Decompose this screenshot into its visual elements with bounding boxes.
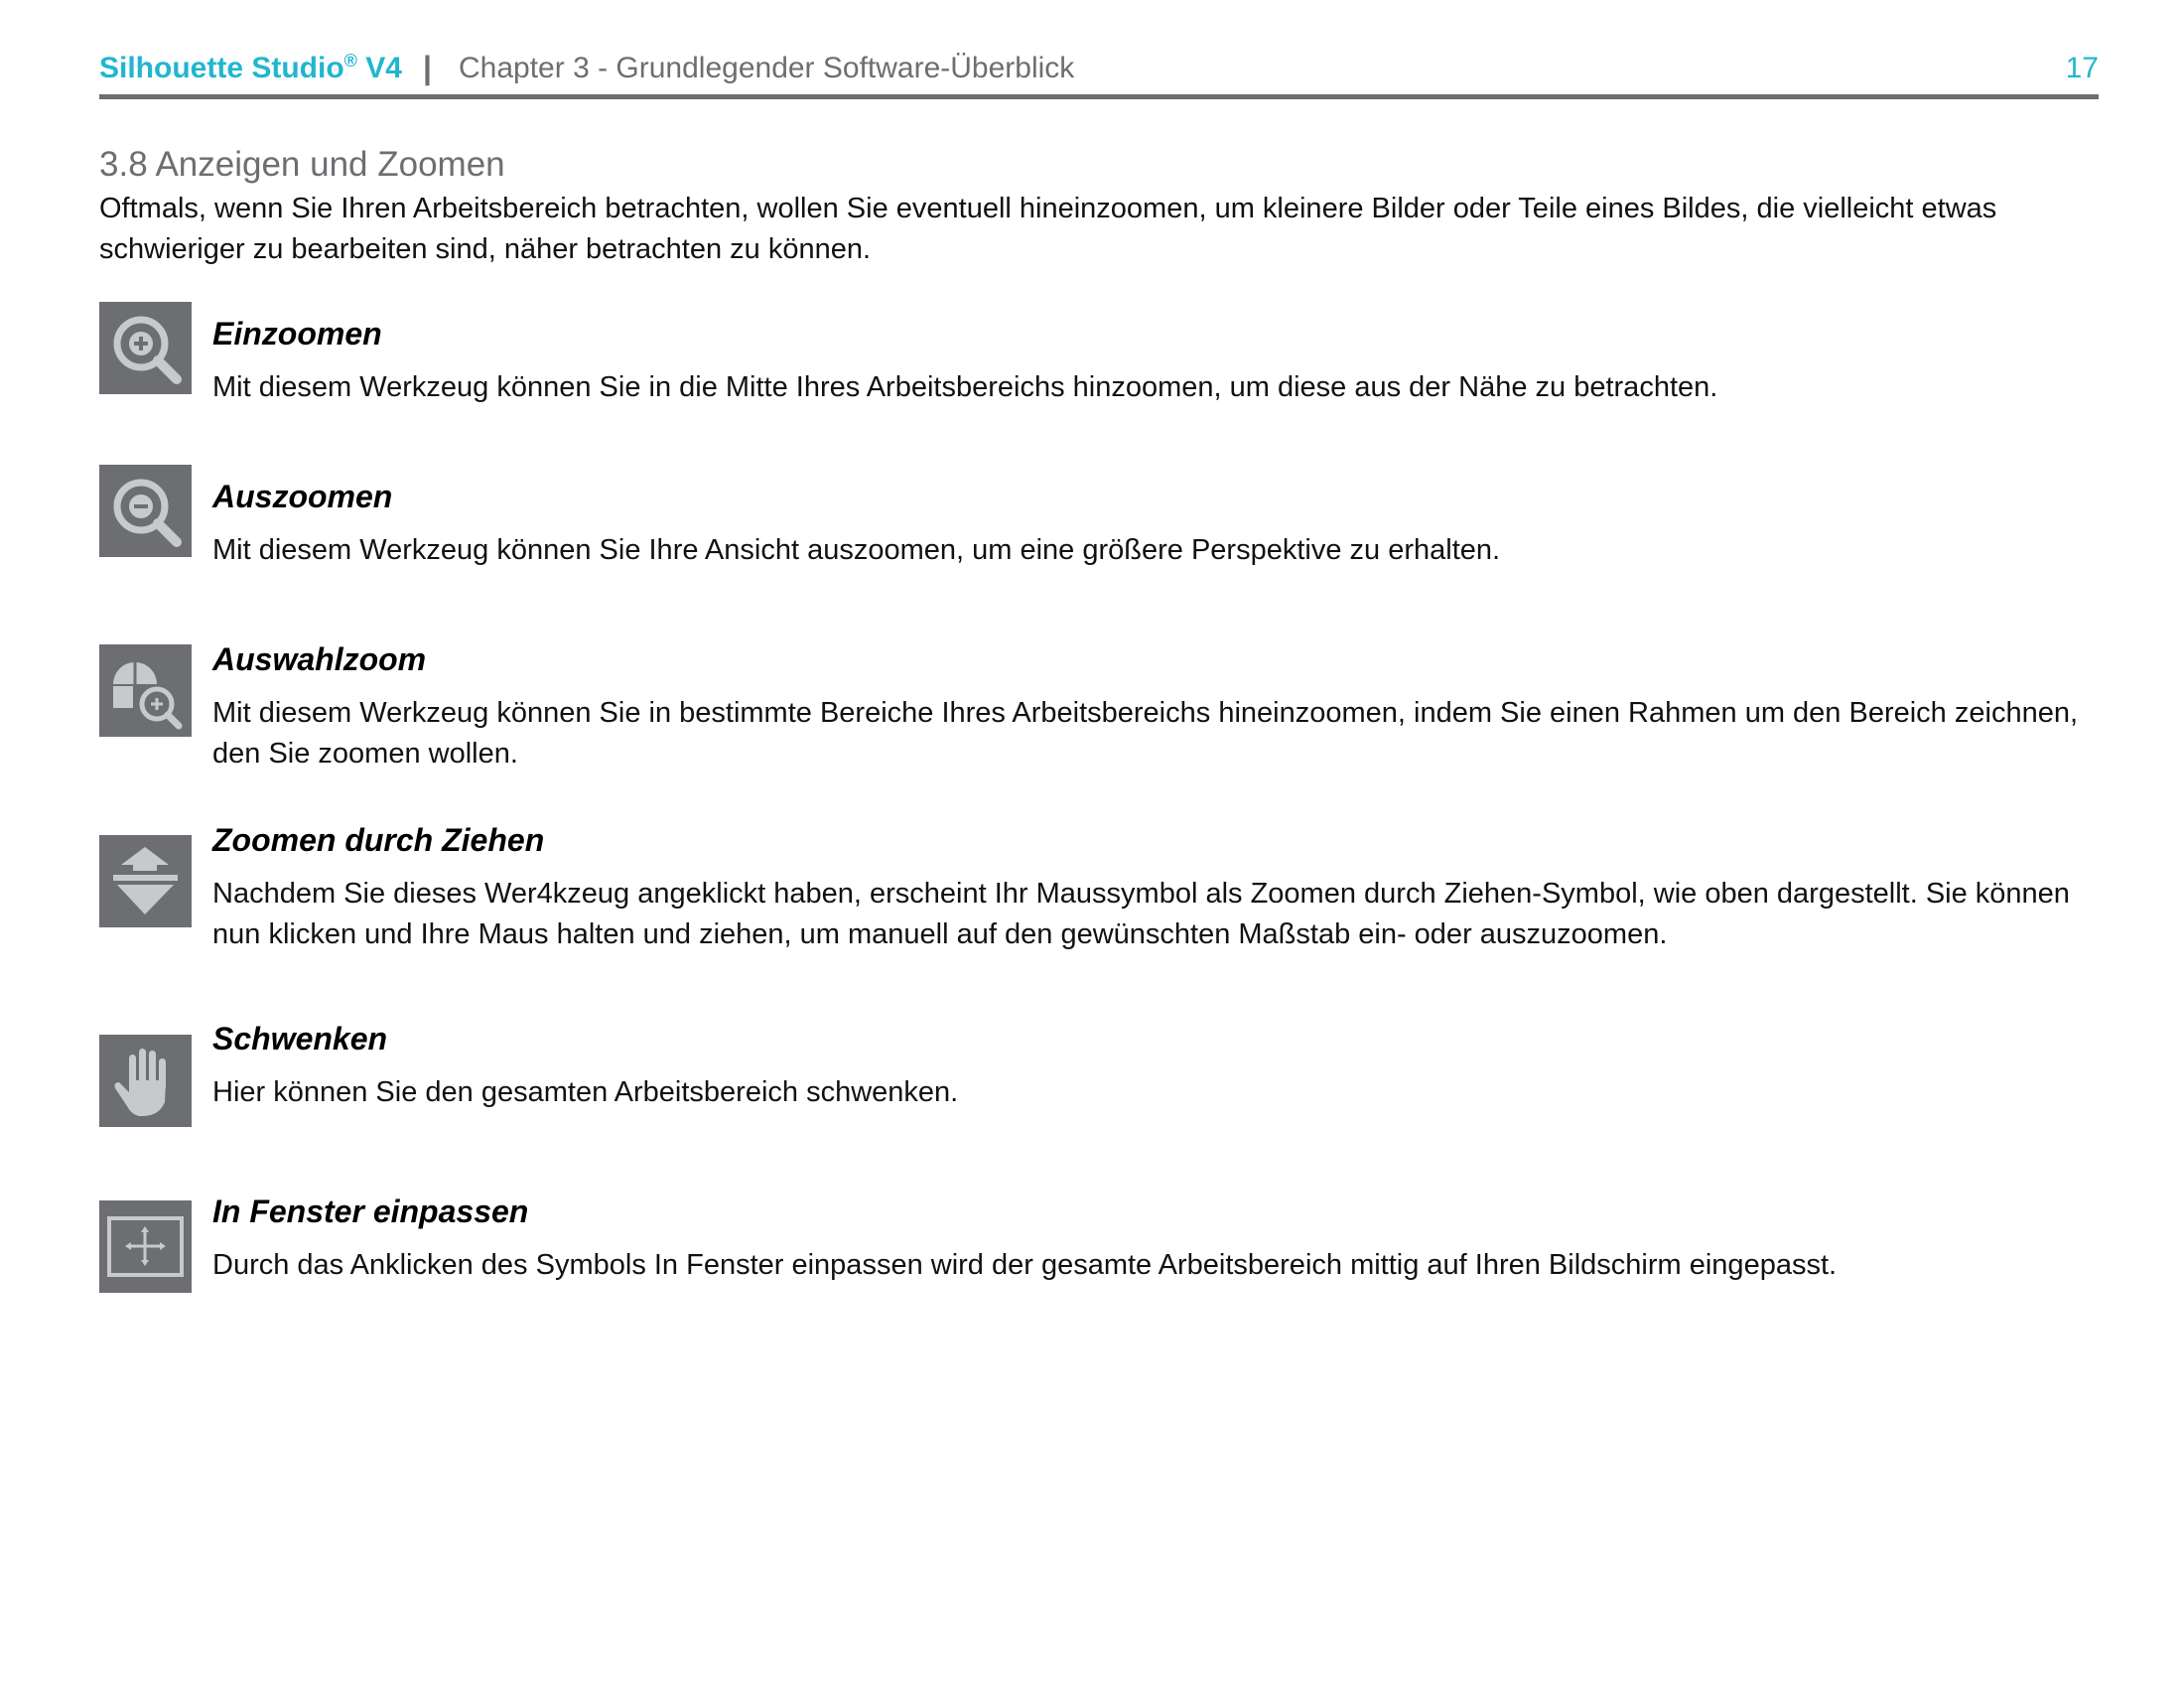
tool-description: Mit diesem Werkzeug können Sie in bestimmte Bereiche Ihres Arbeitsbereichs hineinzoomen, indem Sie einen Rahmen um den Bereich zeichnen, den Sie zoomen wollen. <box>212 697 2079 770</box>
section-intro: Oftmals, wenn Sie Ihren Arbeitsbereich betrachten, wollen Sie eventuell hineinzoomen, um kleinere Bilder oder Teile eines Bildes, die vielleicht etwas schwieriger zu bearbeiten sind, näher betrachten zu können. <box>99 193 1997 265</box>
fit-to-window-icon <box>99 1200 192 1293</box>
zoom-out-icon <box>99 465 192 557</box>
tool-title: In Fenster einpassen <box>212 1194 529 1229</box>
section-title: 3.8 Anzeigen und Zoomen <box>99 145 505 184</box>
tool-description: Durch das Anklicken des Symbols In Fenster einpassen wird der gesamte Arbeitsbereich mittig auf Ihren Bildschirm eingepasst. <box>212 1249 1838 1281</box>
tool-title: Auszoomen <box>212 479 393 514</box>
page-number: 17 <box>2065 52 2099 84</box>
tool-description: Mit diesem Werkzeug können Sie in die Mitte Ihres Arbeitsbereichs hinzoomen, um diese aus der Nähe zu betrachten. <box>212 371 1718 403</box>
brand-version: V4 <box>356 52 402 84</box>
registered-mark: ® <box>343 51 357 70</box>
page-header <box>99 48 2099 99</box>
tool-title: Auswahlzoom <box>212 641 427 677</box>
zoom-selection-icon <box>99 644 192 737</box>
tool-title: Schwenken <box>212 1021 388 1056</box>
header-separator: | <box>423 50 432 85</box>
tool-title: Einzoomen <box>212 316 382 351</box>
brand-name: Silhouette Studio <box>99 52 344 84</box>
zoom-in-icon <box>99 302 192 394</box>
tool-description: Hier können Sie den gesamten Arbeitsbereich schwenken. <box>212 1076 959 1108</box>
tool-description: Nachdem Sie dieses Wer4kzeug angeklickt haben, erscheint Ihr Maussymbol als Zoomen durch Ziehen-Symbol, wie oben dargestellt. Sie können nun klicken und Ihre Maus halten und ziehen, um manuell auf den gewünschten Maßstab ein- oder auszuzoomen. <box>212 878 2070 950</box>
tool-title: Zoomen durch Ziehen <box>212 822 545 858</box>
hand-pan-icon <box>99 1035 192 1127</box>
tool-description: Mit diesem Werkzeug können Sie Ihre Ansicht auszoomen, um eine größere Perspektive zu erhalten. <box>212 534 1501 566</box>
brand-title <box>99 52 402 85</box>
zoom-drag-icon <box>99 835 192 927</box>
chapter-title: Chapter 3 - Grundlegender Software-Überblick <box>459 52 1075 84</box>
